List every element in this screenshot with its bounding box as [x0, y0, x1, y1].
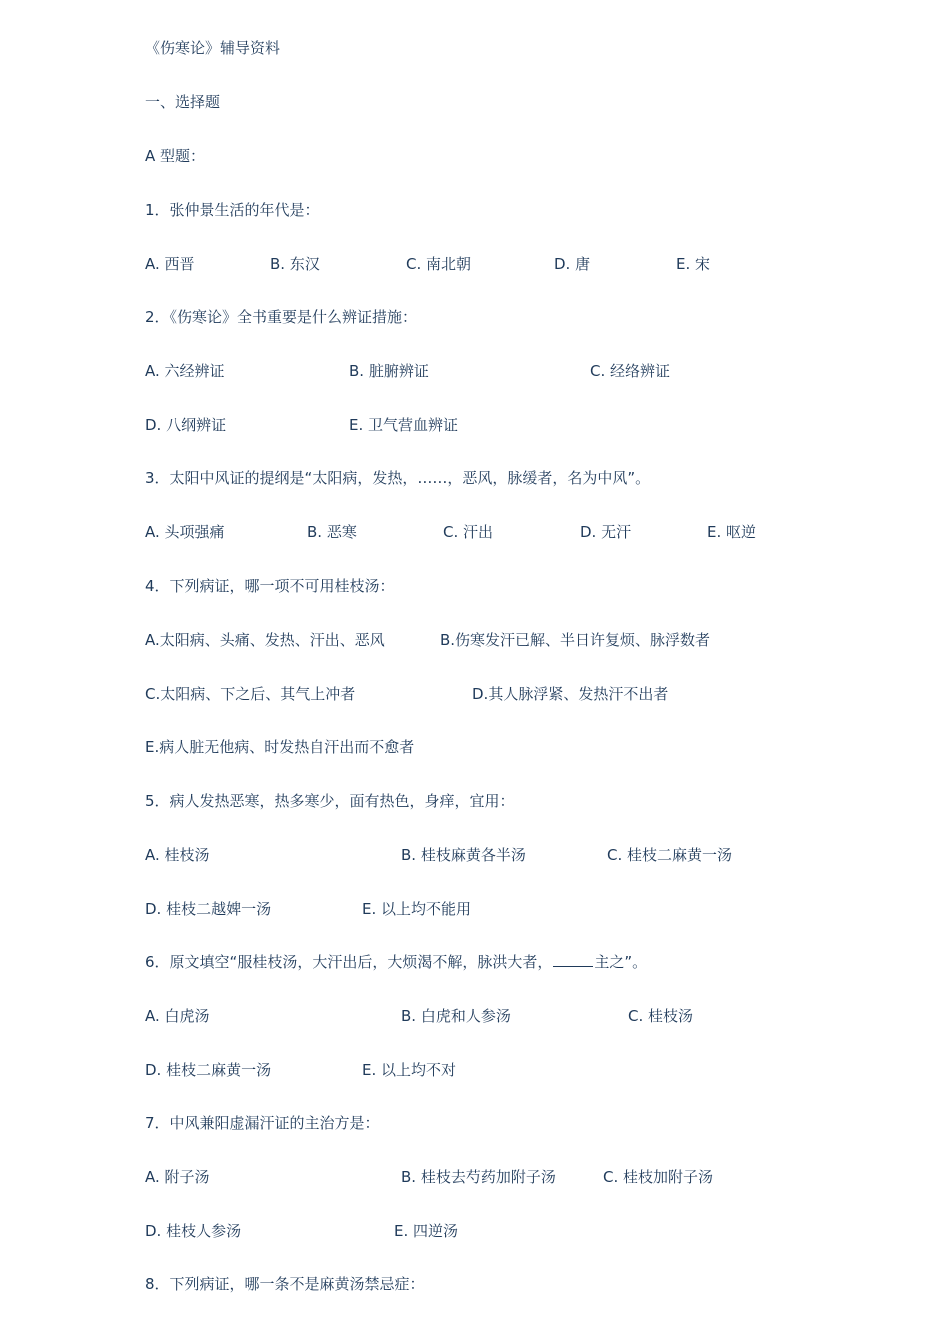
- option-a: A.太阳病、头痛、发热、汗出、恶风: [145, 631, 385, 649]
- question-stem-part-b: 主之”。: [594, 953, 648, 971]
- option-d: D. 八纲辨证: [145, 416, 227, 434]
- option-d: D. 无汗: [580, 523, 632, 541]
- option-a: A. 六经辨证: [145, 362, 225, 380]
- fill-in-blank: [553, 952, 593, 967]
- option-e: E. 宋: [676, 255, 711, 273]
- option-d: D. 桂枝二麻黄一汤: [145, 1061, 272, 1079]
- option-e: E. 以上均不对: [362, 1061, 457, 1079]
- question-stem: 8．下列病证，哪一条不是麻黄汤禁忌症：: [145, 1275, 425, 1293]
- option-b: B. 东汉: [270, 255, 320, 273]
- question-type-label: A 型题：: [145, 147, 206, 165]
- option-e: E. 以上均不能用: [362, 900, 472, 918]
- option-e: E. 四逆汤: [394, 1222, 459, 1240]
- option-a: A. 附子汤: [145, 1168, 210, 1186]
- question-stem: 1．张仲景生活的年代是：: [145, 201, 320, 219]
- option-d: D. 唐: [554, 255, 591, 273]
- option-c: C. 桂枝汤: [628, 1007, 694, 1025]
- option-b: B. 桂枝麻黄各半汤: [401, 846, 526, 864]
- option-e: E. 呕逆: [707, 523, 757, 541]
- option-e: E. 卫气营血辨证: [349, 416, 459, 434]
- option-b: B. 脏腑辨证: [349, 362, 429, 380]
- option-d: D. 桂枝人参汤: [145, 1222, 242, 1240]
- question-stem: 7．中风兼阳虚漏汗证的主治方是：: [145, 1114, 380, 1132]
- option-a: A. 桂枝汤: [145, 846, 210, 864]
- option-c: C. 桂枝二麻黄一汤: [607, 846, 733, 864]
- option-c: C.太阳病、下之后、其气上冲者: [145, 685, 356, 703]
- question-stem-part-a: 6．原文填空“服桂枝汤，大汗出后，大烦渴不解，脉洪大者，: [145, 953, 553, 971]
- option-e: E.病人脏无他病、时发热自汗出而不愈者: [145, 738, 415, 756]
- option-c: C. 经络辨证: [590, 362, 671, 380]
- option-a: A. 头项强痛: [145, 523, 225, 541]
- option-b: B. 白虎和人参汤: [401, 1007, 511, 1025]
- option-d: D.其人脉浮紧、发热汗不出者: [472, 685, 669, 703]
- option-a: A. 白虎汤: [145, 1007, 210, 1025]
- option-d: D. 桂枝二越婢一汤: [145, 900, 272, 918]
- question-stem: [145, 952, 647, 972]
- option-c: C. 汗出: [443, 523, 494, 541]
- option-c: C. 南北朝: [406, 255, 472, 273]
- section-heading: 一、选择题: [145, 93, 221, 111]
- option-b: B.伤寒发汗已解、半日许复烦、脉浮数者: [440, 631, 711, 649]
- question-stem: 5．病人发热恶寒，热多寒少，面有热色，身痒，宜用：: [145, 792, 515, 810]
- option-b: B. 桂枝去芍药加附子汤: [401, 1168, 556, 1186]
- option-a: A. 西晋: [145, 255, 195, 273]
- document-title: 《伤寒论》辅导资料: [145, 39, 281, 57]
- question-stem: 4．下列病证，哪一项不可用桂枝汤：: [145, 577, 395, 595]
- option-b: B. 恶寒: [307, 523, 357, 541]
- question-stem: 2．《伤寒论》全书重要是什么辨证措施：: [145, 308, 418, 326]
- question-stem: 3．太阳中风证的提纲是“太阳病，发热，……，恶风，脉缓者，名为中风”。: [145, 469, 651, 487]
- option-c: C. 桂枝加附子汤: [603, 1168, 714, 1186]
